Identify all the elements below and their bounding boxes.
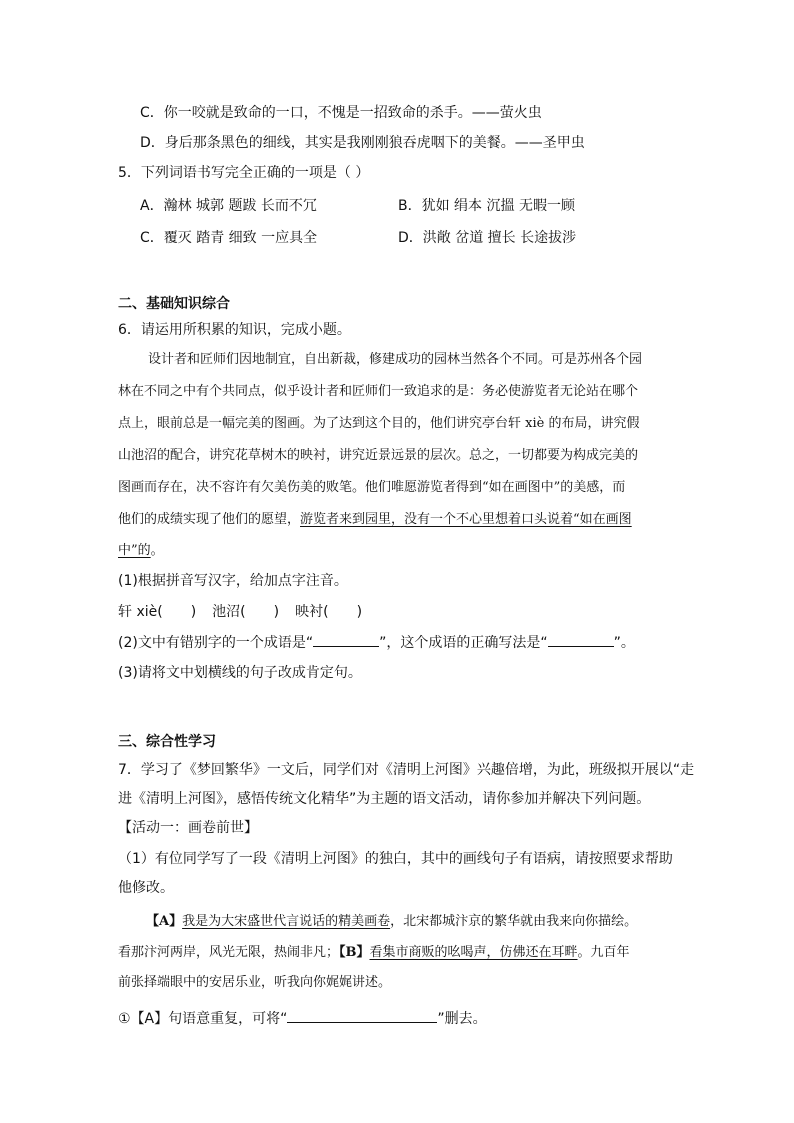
q6-sub2 [118,632,635,653]
q4-option-c: C．你一咬就是致命的一口，不愧是一招致命的杀手。——萤火虫 [140,105,542,121]
passage-line-6 [118,510,632,530]
monologue-tag-a: 【A】 [146,914,183,929]
fill-xie-close: ) [190,604,197,620]
q6-sub1-fill-row [118,602,362,622]
passage-line-4: 山池沼的配合，讲究花草树木的映衬，讲究近景远景的层次。总之，一切都要为构成完美的 [118,448,639,463]
sub2-text-b: ”，这个成语的正确写法是“ [379,635,548,651]
sub2-text-a: (2)文中有错别字的一个成语是“ [118,635,314,651]
answer1-text-b: ”删去。 [437,1011,487,1027]
passage-end-mark: 。 [150,543,164,558]
answer1-blank[interactable] [287,1008,437,1023]
monologue-line-3: 前张择端眼中的安居乐业，听我向你娓娓讲述。 [118,975,392,990]
passage-line-1: 设计者和匠师们因地制宜，自出新裁，修建成功的园林当然各个不同。可是苏州各个园 [148,352,643,367]
q7-sub1-line1: （1）有位同学写了一段《清明上河图》的独白，其中的画线句子有语病，请按照要求帮助 [118,851,673,867]
q5-option-d: D．洪敞 岔道 擅长 长途拔涉 [398,230,577,246]
section2-heading: 二、基础知识综合 [118,296,230,312]
q4-option-d: D．身后那条黑色的细线，其实是我刚刚狼吞虎咽下的美餐。——圣甲虫 [140,135,585,151]
activity1-title: 【活动一：画卷前世】 [118,820,258,836]
q5-option-a: A．瀚林 城郭 题跋 长而不冗 [140,198,317,214]
passage-underlined-sentence-part1: 游览者来到园里，没有一个不心里想着口头说着“如在画图 [300,512,632,527]
sub2-blank-correct-idiom[interactable] [548,632,614,647]
q7-line-2: 进《清明上河图》，感悟传统文化精华”为主题的语文活动，请你参加并解决下列问题。 [118,791,651,807]
passage-line-7 [118,541,164,561]
q6-sub3: (3)请将文中划横线的句子改成肯定句。 [118,665,362,681]
passage-underlined-sentence-part2: 中”的 [118,543,151,558]
passage-line-6-plain: 他们的成绩实现了他们的愿望， [118,512,301,527]
fill-chen-open: 映衬( [295,604,329,620]
fill-xie-open: 轩 xiè( [118,604,163,620]
monologue-a-rest: ，北宋都城汴京的繁华就由我来向你描绘。 [390,914,638,929]
monologue-sentence-a: 我是为大宋盛世代言说话的精美画卷 [182,914,391,929]
q7-answer-1 [118,1008,487,1029]
fill-zhao-close: ) [273,604,280,620]
passage-line-5: 图画而存在，决不容许有欠美伤美的败笔。他们唯愿游览者得到“如在画图中”的美感，而 [118,480,626,495]
sub2-text-c: ”。 [613,635,635,651]
q5-option-c: C．覆灭 踏青 细致 一应具全 [140,230,318,246]
monologue-sentence-b: 看集市商贩的吆喝声，仿佛还在耳畔 [369,945,578,960]
monologue-line2-text: 看那汴河两岸，风光无限，热闹非凡； [118,945,340,960]
monologue-tag-b: 【B】 [339,945,370,960]
q5-option-b: B．犹如 绢本 沉搵 无暇一顾 [398,198,575,214]
q7-sub1-line2: 他修改。 [118,880,174,896]
q7-line-1: 7．学习了《梦回繁华》一文后，同学们对《清明上河图》兴趣倍增，为此，班级拟开展以“走 [118,762,695,778]
passage-line-2: 林在不同之中有个共同点，似乎设计者和匠师们一致追求的是：务必使游览者无论站在哪个 [118,384,639,399]
q6-stem: 6．请运用所积累的知识，完成小题。 [118,322,351,338]
monologue-line-1 [146,912,637,932]
passage-line-3: 点上，眼前总是一幅完美的图画。为了达到这个目的，他们讲究亭台轩 xiè 的布局，讲究假 [118,416,640,431]
fill-chen-close: ) [356,604,363,620]
sub2-blank-wrong-idiom[interactable] [313,632,379,647]
section3-heading: 三、综合性学习 [118,734,216,750]
q6-sub1: (1)根据拼音写汉字，给加点字注音。 [118,573,348,589]
monologue-line-2 [118,943,630,963]
q5-stem: 5．下列词语书写完全正确的一项是（ ） [118,165,370,181]
answer1-text-a: ①【A】句语意重复，可将“ [118,1011,288,1027]
fill-zhao-open: 池沼( [212,604,246,620]
monologue-b-rest: 。九百年 [577,945,630,960]
